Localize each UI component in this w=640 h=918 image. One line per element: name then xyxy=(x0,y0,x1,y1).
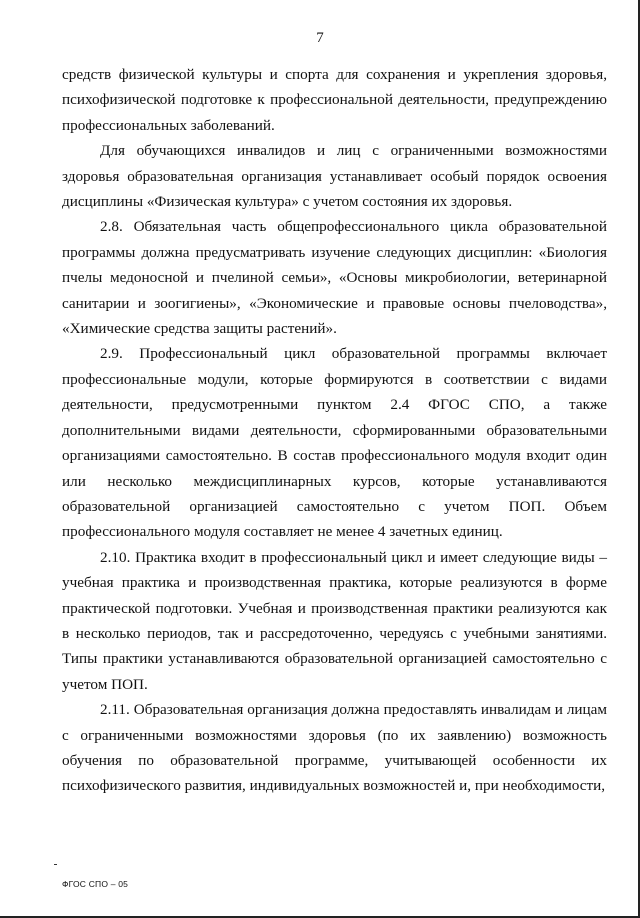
paragraph-disabled-students: Для обучающихся инвалидов и лиц с ограниченными возможностями здоровья образовательная организация устанавливает особый порядок освоения дисциплины «Физическая культура» с учетом состояния их здоровья. xyxy=(62,142,607,211)
page-number: 7 xyxy=(316,30,324,46)
paragraph-continuation: средств физической культуры и спорта для сохранения и укрепления здоровья, психофизической подготовке к профессиональной деятельности, предупреждению профессиональных заболеваний. xyxy=(62,66,607,134)
paragraph-2-9: 2.9. Профессиональный цикл образовательной программы включает профессиональные модули, которые формируются в соответствии с видами деятельности, предусмотренными пунктом 2.4 ФГОС СПО, а также дополнительными видами деятельности, сформированными образовательными организациями самостоятельно. В состав профессионального модуля входит один или несколько междисциплинарных курсов, которые устанавливаются образовательной организацией самостоятельно с учетом ПОП. Объем профессионального модуля составляет не менее 4 зачетных единиц. xyxy=(62,345,607,541)
paragraph-2-10: 2.10. Практика входит в профессиональный цикл и имеет следующие виды – учебная практика и производственная практика, которые реализуются в форме практической подготовки. Учебная и производственная практики реализуются как в несколько периодов, так и рассредоточенно, чередуясь с учебными занятиями. Типы практики устанавливаются образовательной организацией самостоятельно с учетом ПОП. xyxy=(62,548,607,693)
paragraph-2-11: 2.11. Образовательная организация должна предоставлять инвалидам и лицам с ограниченными возможностями здоровья (по их заявлению) возможность обучения по образовательной программе, учитывающей особенности их психофизического развития, индивидуальных возможностей и, при необходимости, xyxy=(62,701,607,795)
paragraph-2-8: 2.8. Обязательная часть общепрофессионального цикла образовательной программы должна предусматривать изучение следующих дисциплин: «Биология пчелы медоносной и пчелиной семьи», «Основы микробиологии, ветеринарной санитарии и зоогигиены», «Экономические и правовые основы пчеловодства», «Химические средства защиты растений». xyxy=(62,218,607,338)
footer-document-code: ФГОС СПО – 05 xyxy=(62,879,129,889)
body-text xyxy=(62,62,607,799)
scan-mark xyxy=(54,864,57,865)
